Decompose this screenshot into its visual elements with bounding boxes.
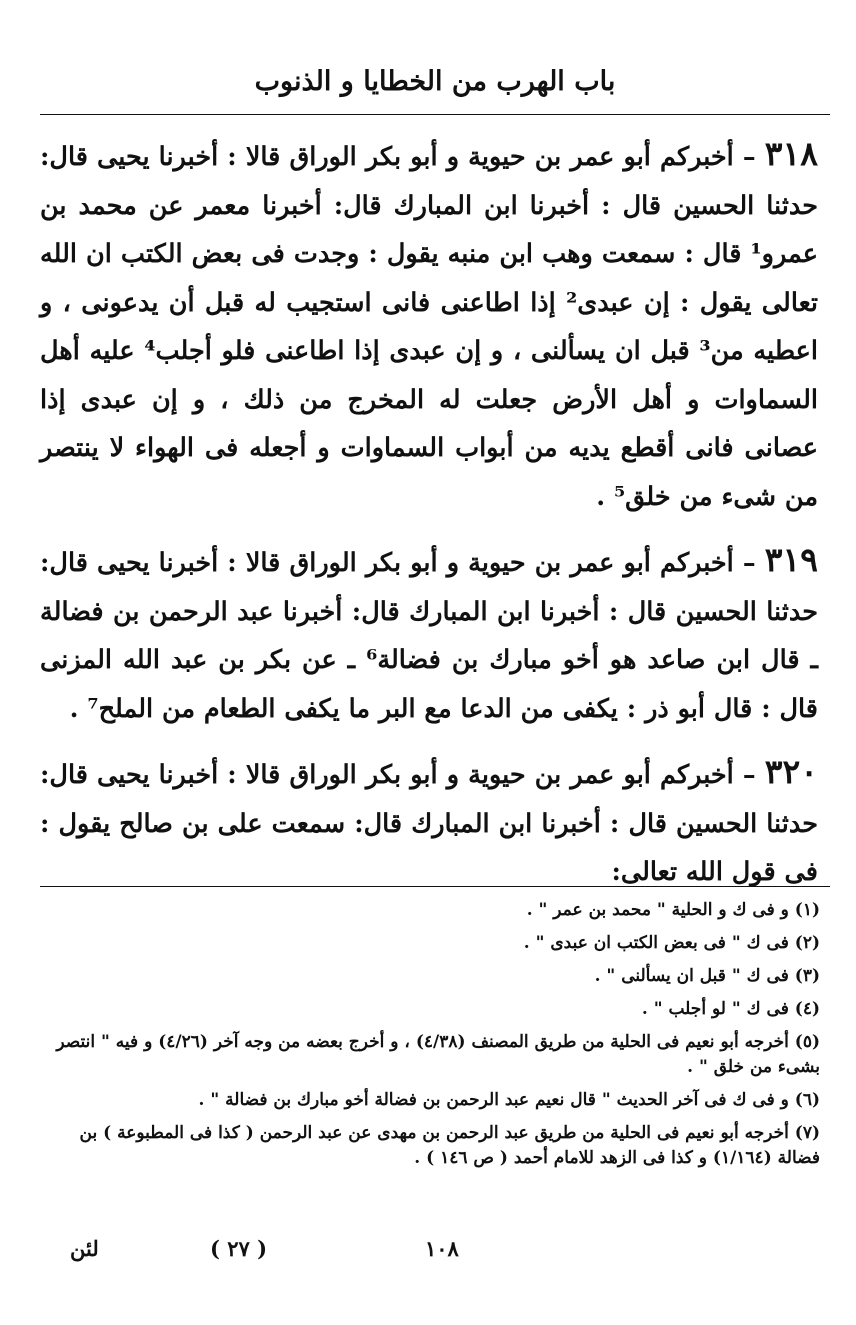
hadith-dash: – xyxy=(733,760,756,790)
footnote-7 xyxy=(40,1121,820,1171)
page-number: ١٠٨ xyxy=(425,1236,459,1261)
footnote-text: فى ك " لو أجلب " . xyxy=(641,999,789,1019)
footnote-3 xyxy=(40,964,820,989)
footnote-text: و فى ك فى آخر الحديث " قال نعيم عبد الرحمن بن فضالة أخو مبارك بن فضالة " . xyxy=(198,1090,789,1110)
footnote-number: (٥) xyxy=(794,1032,820,1052)
hadith-318 xyxy=(40,130,818,521)
footnote-rule xyxy=(40,886,830,887)
footnote-1 xyxy=(40,898,820,923)
footnote-number: (٧) xyxy=(794,1123,820,1143)
catchword: لئن xyxy=(70,1236,99,1261)
fascicle-number: ( ٢٧ ) xyxy=(210,1236,268,1261)
footnote-4 xyxy=(40,997,820,1022)
hadith-319 xyxy=(40,536,818,733)
footnote-number: (٢) xyxy=(794,933,820,953)
footnote-text: فى ك " فى بعض الكتب ان عبدى " . xyxy=(523,933,789,953)
header-rule xyxy=(40,114,830,115)
page-footer xyxy=(40,1236,830,1272)
footnote-text: أخرجه أبو نعيم فى الحلية من طريق عبد الرحمن بن مهدى عن عبد الرحمن ( كذا فى المطبوعة ) بن فضالة (١/١٦٤) و كذا فى الزهد للامام أحمد ( ص ١٤٦ ) . xyxy=(79,1123,820,1168)
footnote-5 xyxy=(40,1030,820,1080)
footnote-text: و فى ك و الحلية " محمد بن عمر " . xyxy=(526,900,789,920)
hadith-number: ٣٢٠ xyxy=(764,752,818,791)
hadith-dash: – xyxy=(733,142,756,172)
footnote-number: (١) xyxy=(794,900,820,920)
hadith-number: ٣١٩ xyxy=(764,540,818,579)
hadith-number: ٣١٨ xyxy=(764,134,818,173)
hadith-text: أخبركم أبو عمر بن حيوية و أبو بكر الوراق قالا : أخبرنا يحيى قال: حدثنا الحسين قال : أخبرنا ابن المبارك قال: أخبرنا عبد الرحمن بن فضالة ـ قال ابن صاعد هو أخو مبارك بن فضالة⁶ ـ عن بكر بن عبد الله المزنى قال : قال أبو ذر : يكفى من الدعا مع البر ما يكفى الطعام من الملح⁷ . xyxy=(40,548,819,724)
running-head: باب الهرب من الخطايا و الذنوب xyxy=(254,66,616,97)
footnote-number: (٣) xyxy=(794,966,820,986)
footnote-2 xyxy=(40,931,820,956)
footnote-6 xyxy=(40,1088,820,1113)
hadith-text: أخبركم أبو عمر بن حيوية و أبو بكر الوراق قالا : أخبرنا يحيى قال: حدثنا الحسين قال : أخبرنا ابن المبارك قال: أخبرنا معمر عن محمد بن عمرو¹ قال : سمعت وهب ابن منبه يقول : وجدت فى بعض الكتب ان الله تعالى يقول : إن عبدى² إذا اطاعنى فانى استجيب له قبل أن يدعونى ، و اعطيه من³ قبل ان يسألنى ، و إن عبدى إذا اطاعنى فلو أجلب⁴ عليه أهل السماوات و أهل الأرض جعلت له المخرج من ذلك ، و إن عبدى إذا عصانى فانى أقطع يديه من أبواب السماوات و أجعله فى الهواء لا ينتصر من شىء من خلق⁵ . xyxy=(40,142,818,512)
footnote-text: فى ك " قبل ان يسألنى " . xyxy=(594,966,789,986)
hadith-text: أخبركم أبو عمر بن حيوية و أبو بكر الوراق قالا : أخبرنا يحيى قال: حدثنا الحسين قال : أخبرنا ابن المبارك قال: سمعت على بن صالح يقول : فى قول الله تعالى: xyxy=(40,760,818,887)
hadith-320 xyxy=(40,748,818,897)
footnotes xyxy=(40,898,820,1179)
main-text xyxy=(40,130,818,912)
footnote-number: (٦) xyxy=(794,1090,820,1110)
footnote-text: أخرجه أبو نعيم فى الحلية من طريق المصنف (٤/٣٨) ، و أخرج بعضه من وجه آخر (٤/٢٦) و فيه " انتصر بشىء من خلق " . xyxy=(56,1032,820,1077)
footnote-number: (٤) xyxy=(794,999,820,1019)
hadith-dash: – xyxy=(733,548,756,578)
